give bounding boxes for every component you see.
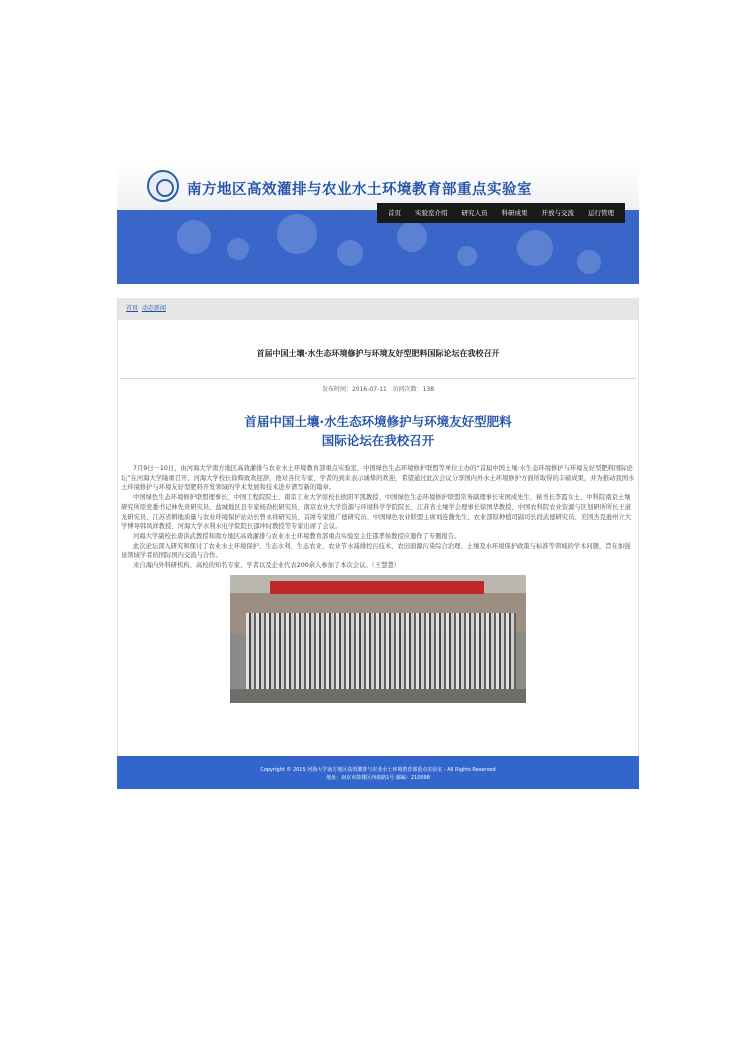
breadcrumb	[118, 298, 638, 320]
main-nav	[377, 203, 625, 223]
nav-researchers[interactable]: 研究人员	[461, 209, 488, 217]
nav-lab-intro[interactable]: 实验室介绍	[415, 209, 448, 217]
nav-achievements[interactable]: 科研成果	[501, 209, 528, 217]
publish-label: 发布时间：	[321, 386, 352, 393]
paragraph: 河海大学副校长唐洪武教授和南方地区高效灌排与农业水土环境教育部重点实验室主任邵孝侯教授应邀作了专题报告。	[133, 532, 461, 540]
article-headline	[118, 412, 638, 450]
breadcrumb-home-link[interactable]: 首页	[126, 305, 139, 312]
publish-date: 2016-07-11	[351, 386, 387, 393]
views-label: 访问次数：	[392, 386, 423, 393]
headline-line-1: 首届中国土壤·水生态环境修护与环境友好型肥料	[244, 414, 512, 429]
nav-home[interactable]: 首页	[381, 203, 408, 223]
site-title[interactable]: 南方地区高效灌排与农业水土环境教育部重点实验室	[187, 182, 532, 198]
nav-exchange[interactable]: 开放与交流	[541, 209, 574, 217]
paragraph: 中国绿色生态环境修护联盟理事长、中国工程院院士、南京工业大学原校长欧阳平凯教授、中国绿色生态环境修护联盟常务副理事长宋国成先生、秘书长李霞女士、中科院南京土壤研究所原党委书记林先贵研究员、盐城地区良专家杨劲松研究员、南京农业大学资源与环境科学学院院长、江苏省土壤学会理事长徐国华教授、中国农科院农业资源与区划研所所长王道龙研究员、江苏省耕地质量与农业环境保护站站长曾永祥研究员、首席专家殷广德研究员、中国绿色农业联盟主席刘连馥先生、农业部原种植司副司长段武德研究员、美国杰克逊州立大学博导韩凤祥教授、河海大学水利水电学院院长邵冲时教授等专家出席了会议。	[121, 494, 632, 531]
footer-address: 地址：南京市鼓楼区西康路1号 邮编：210098	[326, 775, 430, 781]
university-logo-icon[interactable]	[147, 170, 179, 202]
content-box	[117, 298, 639, 756]
photo-red-banner	[270, 581, 484, 594]
headline-line-2: 国际论坛在我校召开	[321, 433, 435, 448]
article-meta	[118, 379, 638, 398]
breadcrumb-section-link[interactable]: 动态新闻	[141, 305, 166, 312]
site-footer	[117, 756, 639, 789]
paragraph: 此次论坛深入研究和探讨了农业水土环境保护、生态水利、生态农业、农业节水减排控污技术、农田面源污染综合治理、土壤及水环境保护政策与标准等领域的学术问题，旨在加强该领域学者的国际国内交流与合作。	[121, 542, 631, 560]
article-body	[118, 450, 638, 571]
paragraph: 7月9日－10日，由河海大学南方地区高效灌排与农业水土环境教育部重点实验室、中国绿色生态环境修护联盟等单位主办的“首届中国土壤·水生态环境修护与环境友好型肥料国际论坛”在河海大学隆重召开。河海大学校长徐辉致欢迎辞，他对各位专家、学者的到来表示诚挚的欢迎，希望通过此次会议分享国内外水土环境修护方面所取得的丰硕成果，并为推动我国水土环境修护与环境友好型肥料开发领域的学术发展和技术进步谱写新的篇章。	[121, 465, 635, 492]
group-photo	[230, 575, 526, 703]
views-count: 138	[422, 386, 435, 393]
paragraph: 来自海内外科研机构、高校的知名专家、学者以及企业代表200余人参加了本次会议。（王慧慧）	[133, 562, 401, 570]
nav-management[interactable]: 运行管理	[588, 209, 614, 217]
article-title: 首届中国土壤·水生态环境修护与环境友好型肥料国际论坛在我校召开	[256, 349, 500, 358]
site-header	[117, 163, 639, 284]
page-container	[117, 163, 639, 789]
footer-copyright: Copyright © 2015 河海大学南方地区高效灌排与农业水土环境教育部重点实验室 - All Rights Reserved	[260, 767, 496, 773]
